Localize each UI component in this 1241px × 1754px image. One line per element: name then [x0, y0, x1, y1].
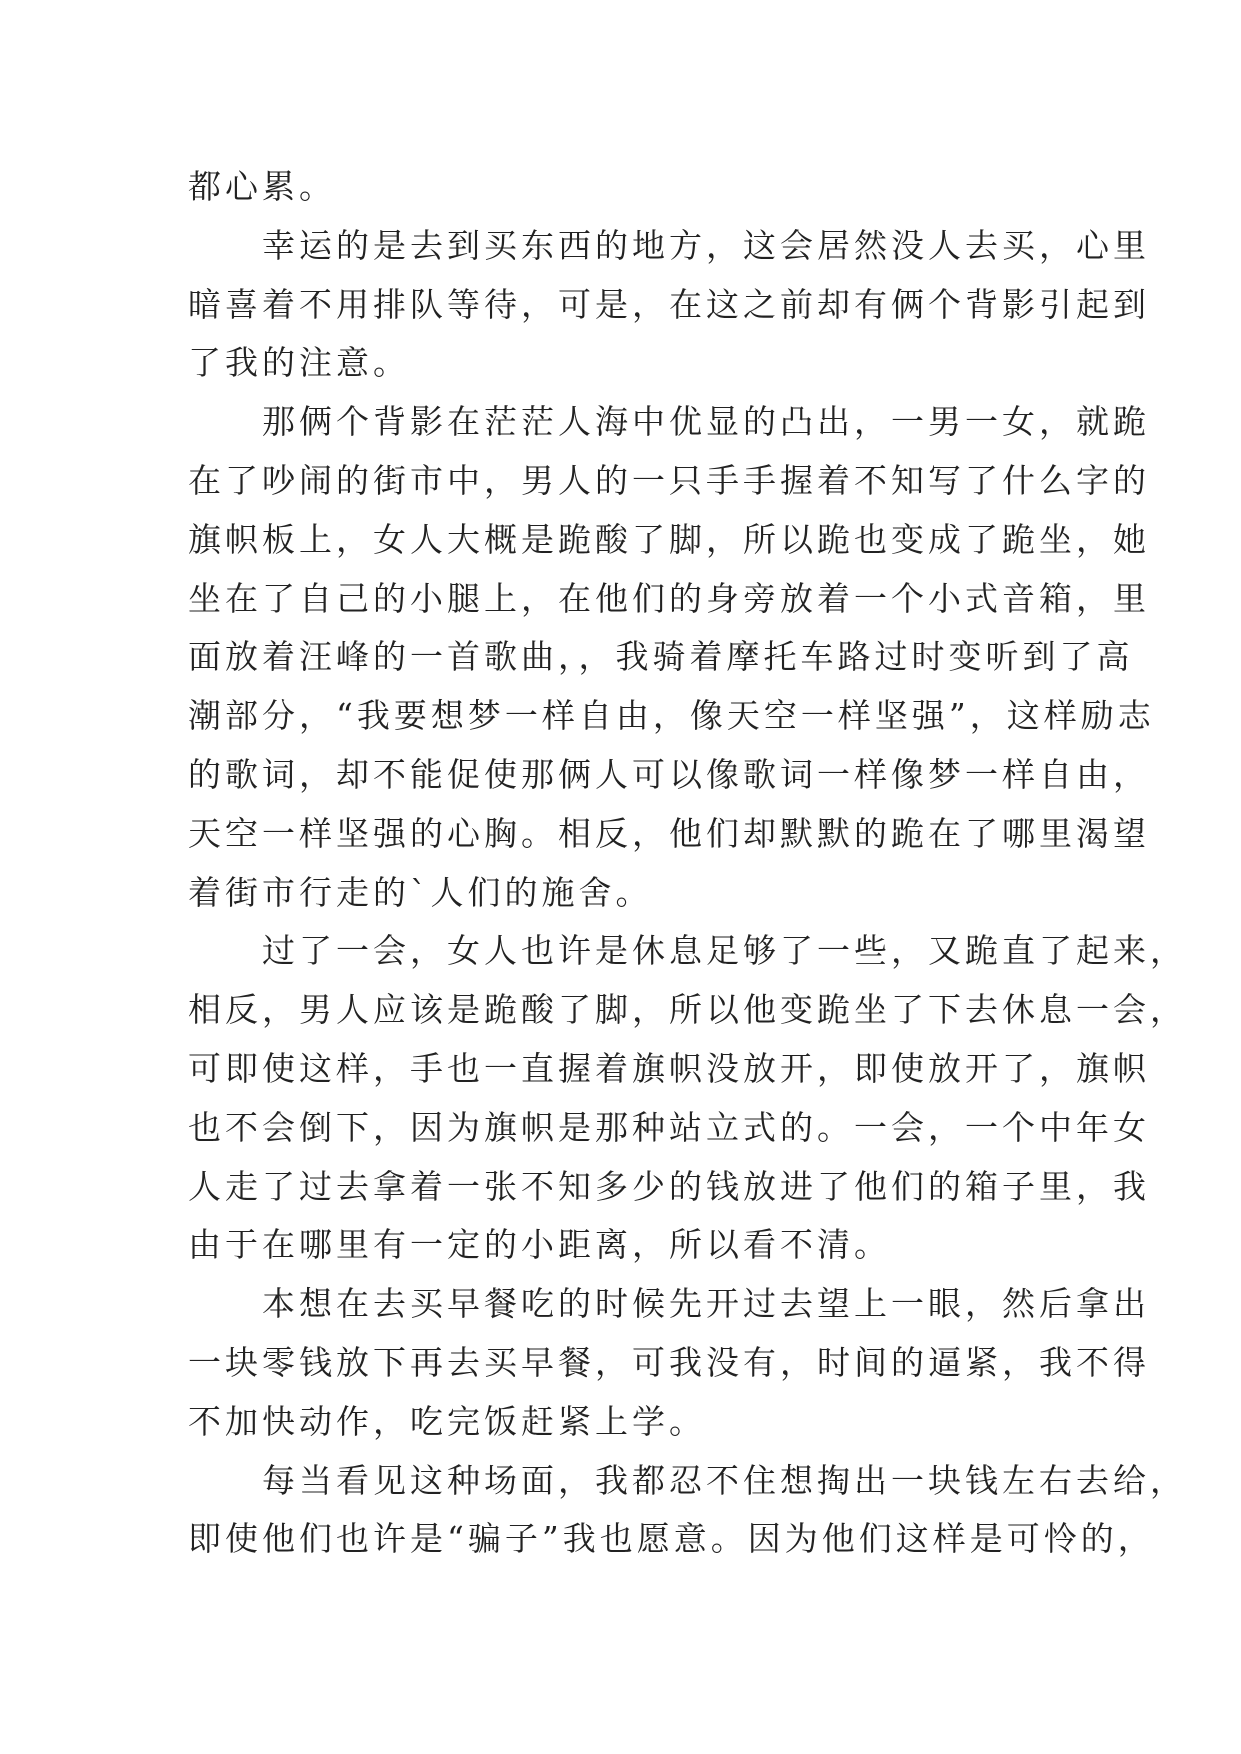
paragraph-first-line: 每当看见这种场面，我都忍不住想掏出一块钱左右去给， [262, 1460, 1187, 1500]
text-line: 坐在了自己的小腿上，在他们的身旁放着一个小式音箱，里 [188, 578, 1150, 618]
text-line: 天空一样坚强的心胸。相反，他们却默默的跪在了哪里渴望 [188, 813, 1150, 853]
text-line: 的歌词，却不能促使那俩人可以像歌词一样像梦一样自由， [188, 754, 1150, 794]
paragraph-first-line: 过了一会，女人也许是休息足够了一些，又跪直了起来， [262, 931, 1187, 971]
paragraph-first-line: 那俩个背影在茫茫人海中优显的凸出，一男一女，就跪 [262, 402, 1150, 442]
document-body [188, 158, 1187, 1569]
text-line: 可即使这样，手也一直握着旗帜没放开，即使放开了，旗帜 [188, 1048, 1150, 1088]
text-line: 不加快动作，吃完饭赶紧上学。 [188, 1401, 706, 1441]
text-line: 人走了过去拿着一张不知多少的钱放进了他们的箱子里，我 [188, 1166, 1150, 1206]
text-line: 了我的注意。 [188, 343, 410, 383]
text-line: 由于在哪里有一定的小距离，所以看不清。 [188, 1225, 891, 1265]
text-line: 着街市行走的`人们的施舍。 [188, 872, 653, 912]
text-line: 相反，男人应该是跪酸了脚，所以他变跪坐了下去休息一会， [188, 990, 1187, 1030]
text-line: 一块零钱放下再去买早餐，可我没有，时间的逼紧，我不得 [188, 1342, 1150, 1382]
text-line: 旗帜板上，女人大概是跪酸了脚，所以跪也变成了跪坐，她 [188, 519, 1150, 559]
text-line: 也不会倒下，因为旗帜是那种站立式的。一会，一个中年女 [188, 1107, 1150, 1147]
text-line: 面放着汪峰的一首歌曲，，我骑着摩托车路过时变听到了高 [188, 637, 1134, 677]
paragraph-first-line: 幸运的是去到买东西的地方，这会居然没人去买，心里 [262, 225, 1150, 265]
paragraph-first-line: 本想在去买早餐吃的时候先开过去望上一眼，然后拿出 [262, 1284, 1150, 1324]
text-line: 即使他们也许是“骗子”我也愿意。因为他们这样是可怜的， [188, 1519, 1155, 1559]
text-line: 潮部分，“我要想梦一样自由，像天空一样坚强”，这样励志 [188, 696, 1155, 736]
text-line: 暗喜着不用排队等待，可是，在这之前却有俩个背影引起到 [188, 284, 1150, 324]
text-line: 在了吵闹的街市中，男人的一只手手握着不知写了什么字的 [188, 460, 1150, 500]
text-line: 都心累。 [188, 167, 336, 206]
